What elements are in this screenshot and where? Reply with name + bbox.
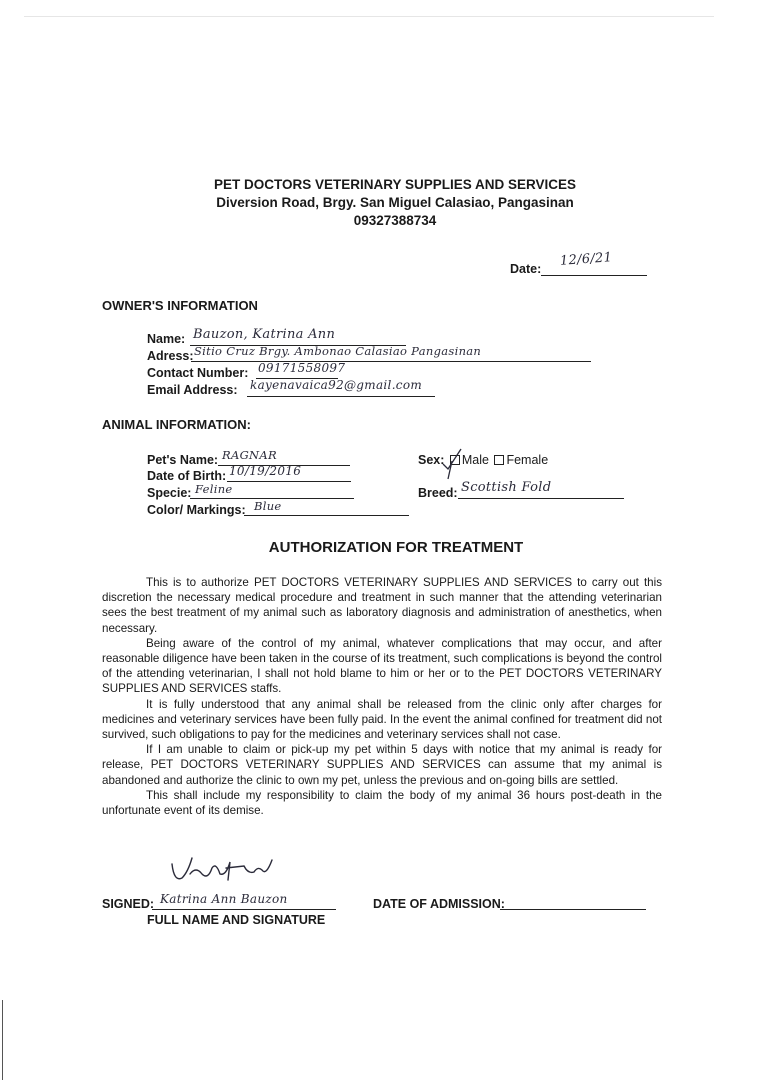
- dob-value: 10/19/2016: [229, 464, 302, 478]
- owner-email-value: kayenavaica92@gmail.com: [250, 378, 423, 392]
- sex-check-mark: [441, 447, 465, 481]
- scan-top-edge: [24, 16, 714, 17]
- dob-line: [227, 481, 351, 482]
- auth-paragraph-4: If I am unable to claim or pick-up my pet within 5 days with notice that my animal is ready for release, PET DOCTORS VETERINARY SUPPLIES AND SERVICES can assume that my animal is abandoned and authorize the clinic to own my pet, unless the previous and on-going bills are settled.: [102, 743, 662, 787]
- sex-label: Sex:: [418, 453, 445, 467]
- sex-female-checkbox[interactable]: [494, 455, 504, 465]
- specie-value: Feline: [195, 482, 233, 496]
- auth-paragraph-5: This shall include my responsibility to claim the body of my animal 36 hours post-death in the unfortunate event of its demise.: [102, 788, 662, 818]
- authorization-title: AUTHORIZATION FOR TREATMENT: [268, 539, 524, 556]
- owner-address-value: Sitio Cruz Brgy. Ambonao Calasiao Pangasinan: [194, 344, 482, 358]
- specie-label: Specie:: [147, 486, 192, 500]
- sex-female-label: Female: [506, 453, 549, 467]
- sex-male-label: Male: [461, 453, 489, 467]
- authorization-body: [102, 575, 662, 818]
- owner-contact-label: Contact Number:: [147, 366, 249, 380]
- handwritten-signature: [168, 852, 278, 892]
- dob-label: Date of Birth:: [147, 469, 227, 483]
- owner-name-value: Bauzon, Katrina Ann: [193, 327, 336, 342]
- auth-paragraph-1: This is to authorize PET DOCTORS VETERINARY SUPPLIES AND SERVICES to carry out this discretion the necessary medical procedure and treatment in such manner that the attending veterinarian sees the best treatment of my animal such as laboratory diagnosis and administration of anesthetics, when necessary.: [102, 576, 662, 635]
- breed-label: Breed:: [418, 486, 458, 500]
- owner-email-line: [247, 396, 435, 397]
- pet-name-label: Pet's Name:: [147, 453, 219, 467]
- signed-name-value: Katrina Ann Bauzon: [160, 892, 288, 906]
- breed-value: Scottish Fold: [461, 480, 552, 495]
- owner-contact-value: 09171558097: [258, 361, 346, 375]
- owner-address-label: Adress:: [147, 349, 194, 363]
- clinic-name: PET DOCTORS VETERINARY SUPPLIES AND SERVICES: [213, 177, 577, 192]
- date-label: Date:: [510, 262, 542, 276]
- admission-label: DATE OF ADMISSION:: [373, 897, 505, 911]
- clinic-address: Diversion Road, Brgy. San Miguel Calasiao, Pangasinan: [216, 195, 574, 210]
- owner-name-label: Name:: [147, 332, 186, 346]
- admission-line: [500, 909, 646, 910]
- sex-field: [418, 453, 548, 467]
- auth-paragraph-2: Being aware of the control of my animal, whatever complications that may occur, and after reasonable diligence have been taken in the course of its treatment, such complications is beyond the control of the attending veterinarian, I shall not hold blame to him or her or to the PET DOCTORS VETERINARY SUPPLIES AND SERVICES staffs.: [102, 636, 662, 696]
- date-value: 12/6/21: [559, 250, 613, 269]
- signature-caption: FULL NAME AND SIGNATURE: [147, 913, 326, 927]
- signed-label: SIGNED:: [102, 897, 155, 911]
- owner-email-label: Email Address:: [147, 383, 238, 397]
- pet-name-value: RAGNAR: [222, 448, 277, 462]
- owner-address-line: [191, 361, 591, 362]
- clinic-phone: 09327388734: [353, 213, 437, 228]
- color-line: [244, 515, 409, 516]
- scan-left-edge: [2, 1000, 3, 1080]
- color-label: Color/ Markings:: [147, 503, 246, 517]
- color-value: Blue: [254, 499, 282, 513]
- date-line: [541, 275, 647, 276]
- animal-section-title: ANIMAL INFORMATION:: [102, 417, 251, 432]
- signed-line: [152, 909, 336, 910]
- auth-paragraph-3: It is fully understood that any animal shall be released from the clinic only after charges for medicines and veterinary services have been fully paid. In the event the animal confined for treatment did not survived, such obligations to pay for the medicines and veterinary services shall not case.: [102, 697, 662, 742]
- owner-section-title: OWNER'S INFORMATION: [102, 298, 258, 313]
- breed-line: [458, 498, 624, 499]
